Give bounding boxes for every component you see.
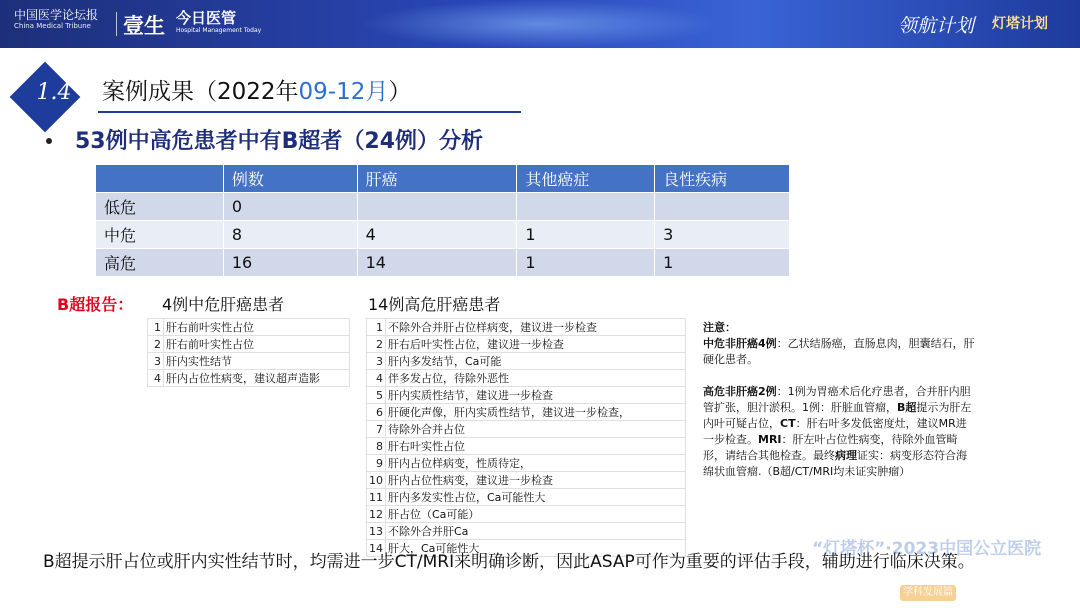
report-row-number: 4 (367, 370, 386, 387)
title-underline (98, 111, 521, 113)
logo-separator (116, 12, 117, 36)
table-cell: 0 (223, 193, 357, 221)
report-row-text: 肝右前叶实性占位 (164, 319, 350, 336)
table-cell (517, 193, 655, 221)
table-header-row (96, 165, 790, 193)
report-row-text: 肝硬化声像，肝内实质性结节，建议进一步检查， (386, 404, 686, 421)
section-title-prefix: 案例成果（2022年 (102, 79, 299, 105)
table-cell: 1 (517, 249, 655, 277)
note-title-text: 注意： (703, 321, 736, 334)
report-row-number: 5 (367, 387, 386, 404)
logo-linghang: 领航计划 (898, 15, 975, 37)
report-row-text: 肝内占位性病变，建议超声造影 (164, 370, 350, 387)
logo-cmt-en: China Medical Tribune (14, 22, 91, 30)
table-cell: 低危 (96, 193, 224, 221)
report-row-number: 14 (367, 540, 386, 557)
note-panel (703, 320, 975, 480)
logo-dengta: 灯塔计划 (992, 16, 1048, 32)
mid-risk-label: 4例中危肝癌患者 (162, 295, 285, 314)
note-p2-bold5: 病理 (835, 449, 857, 462)
report-row (367, 506, 686, 523)
report-row-number: 2 (367, 336, 386, 353)
report-row (367, 455, 686, 472)
note-title (703, 320, 975, 336)
note-p2-text3: ：肝右叶多发低密度灶，建议MR进一步检查。 (703, 417, 967, 446)
report-row-text: 肝内多发实性占位，Ca可能性大 (386, 489, 686, 506)
mid-risk-report-table (147, 318, 350, 387)
report-row (367, 472, 686, 489)
subtitle: 53例中高危患者中有B超者（24例）分析 (75, 129, 484, 154)
report-row-text: 肝内占位性病变，建议进一步检查 (386, 472, 686, 489)
logo-jr-text: 今日医管 (176, 9, 237, 27)
report-row-text: 肝右后叶实性占位，建议进一步检查 (386, 336, 686, 353)
report-row-text: 肝右前叶实性占位 (164, 336, 350, 353)
report-row-text: 肝右叶实性占位 (386, 438, 686, 455)
event-watermark-badge: 学科发展篇 (900, 585, 956, 601)
report-row-number: 1 (148, 319, 164, 336)
report-row-number: 12 (367, 506, 386, 523)
section-title-highlight: 09-12月 (298, 79, 389, 105)
table-cell: 8 (223, 221, 357, 249)
section-number: 1.4 (36, 80, 72, 105)
table-row (96, 249, 790, 277)
table-cell: 16 (223, 249, 357, 277)
report-row (148, 370, 350, 387)
report-row-number: 9 (367, 455, 386, 472)
high-risk-report-table (366, 318, 686, 557)
note-p2-text1: ：1例为胃癌术后化疗患者，合并肝内胆管扩张，胆汁淤积。1例：肝脏血管瘤， (703, 385, 971, 414)
report-row (367, 421, 686, 438)
logo-jr-en: Hospital Management Today (176, 27, 262, 34)
report-row-text: 伴多发占位，待除外恶性 (386, 370, 686, 387)
note-p2-text4: ：肝左叶占位性病变，待除外血管畸形，请结合其他检查。最终 (703, 433, 958, 462)
note-p2-text5: 证实：病变形态符合海绵状血管瘤.（B超/CT/MRI均未证实肿瘤） (703, 449, 967, 478)
table-cell: 1 (517, 221, 655, 249)
report-row (367, 404, 686, 421)
report-row (148, 353, 350, 370)
report-row-number: 3 (148, 353, 164, 370)
report-row-text: 肝内实性结节 (164, 353, 350, 370)
note-p2-bold2: B超 (897, 401, 917, 414)
logo-today-hospital-management (176, 10, 261, 35)
report-row-text: 肝内实质性结节，建议进一步检查 (386, 387, 686, 404)
note-p2-bold3: CT (780, 417, 796, 430)
report-row (367, 523, 686, 540)
report-row-text: 肝大，Ca可能性大 (386, 540, 686, 557)
report-row-number: 2 (148, 336, 164, 353)
note-paragraph-2 (703, 384, 975, 480)
report-row-number: 8 (367, 438, 386, 455)
bullet-icon (46, 138, 52, 144)
report-row (367, 336, 686, 353)
report-row-text: 肝内多发结节，Ca可能 (386, 353, 686, 370)
table-header-cell: 其他癌症 (517, 165, 655, 193)
report-row-text: 不除外合并肝Ca (386, 523, 686, 540)
event-watermark: “灯塔杯”·2023中国公立医院 (812, 539, 1042, 559)
table-cell: 中危 (96, 221, 224, 249)
logo-china-medical-tribune (14, 9, 98, 31)
bscan-report-label: B超报告： (57, 295, 134, 314)
table-header-cell: 肝癌 (357, 165, 517, 193)
report-row (148, 336, 350, 353)
note-paragraph-1 (703, 336, 975, 368)
table-cell (357, 193, 517, 221)
table-cell: 高危 (96, 249, 224, 277)
report-row (367, 370, 686, 387)
report-row-number: 11 (367, 489, 386, 506)
table-row (96, 193, 790, 221)
report-row (367, 489, 686, 506)
report-row-text: 肝内占位样病变，性质待定， (386, 455, 686, 472)
table-header-cell: 例数 (223, 165, 357, 193)
high-risk-label: 14例高危肝癌患者 (368, 295, 501, 314)
report-row (148, 319, 350, 336)
table-cell: 3 (655, 221, 790, 249)
note-p2-bold1: 高危非肝癌2例 (703, 385, 777, 398)
report-row-text: 不除外合并肝占位样病变，建议进一步检查 (386, 319, 686, 336)
report-row-number: 1 (367, 319, 386, 336)
note-p1-text: ：乙状结肠癌，直肠息肉，胆囊结石，肝硬化患者。 (703, 337, 975, 366)
table-header-cell: 良性疾病 (655, 165, 790, 193)
report-row-number: 10 (367, 472, 386, 489)
table-cell (655, 193, 790, 221)
report-row-text: 待除外合并占位 (386, 421, 686, 438)
section-title-suffix: ） (388, 79, 412, 105)
logo-yisheng: 壹生 (123, 13, 165, 38)
table-cell: 4 (357, 221, 517, 249)
conclusion-text: B超提示肝占位或肝内实性结节时，均需进一步CT/MRI来明确诊断，因此ASAP可作为重要的评估手段，辅助进行临床决策。 (43, 552, 975, 572)
table-header-cell (96, 165, 224, 193)
report-row-number: 7 (367, 421, 386, 438)
section-title (102, 73, 411, 106)
report-row-number: 13 (367, 523, 386, 540)
report-row-text: 肝占位（Ca可能） (386, 506, 686, 523)
report-row-number: 6 (367, 404, 386, 421)
table-cell: 1 (655, 249, 790, 277)
table-cell: 14 (357, 249, 517, 277)
report-row-number: 4 (148, 370, 164, 387)
table-row (96, 221, 790, 249)
header-banner (0, 0, 1080, 48)
report-row (367, 319, 686, 336)
summary-table (95, 164, 790, 277)
report-row (367, 387, 686, 404)
report-row-number: 3 (367, 353, 386, 370)
logo-cmt-text: 中国医学论坛报 (14, 8, 99, 22)
note-p1-bold: 中危非肝癌4例 (703, 337, 777, 350)
banner-glow (360, 0, 720, 48)
report-row (367, 353, 686, 370)
report-row (367, 438, 686, 455)
note-p2-bold4: MRI (758, 433, 782, 446)
note-p2-text2: 提示为肝左内叶可疑占位， (703, 401, 972, 430)
